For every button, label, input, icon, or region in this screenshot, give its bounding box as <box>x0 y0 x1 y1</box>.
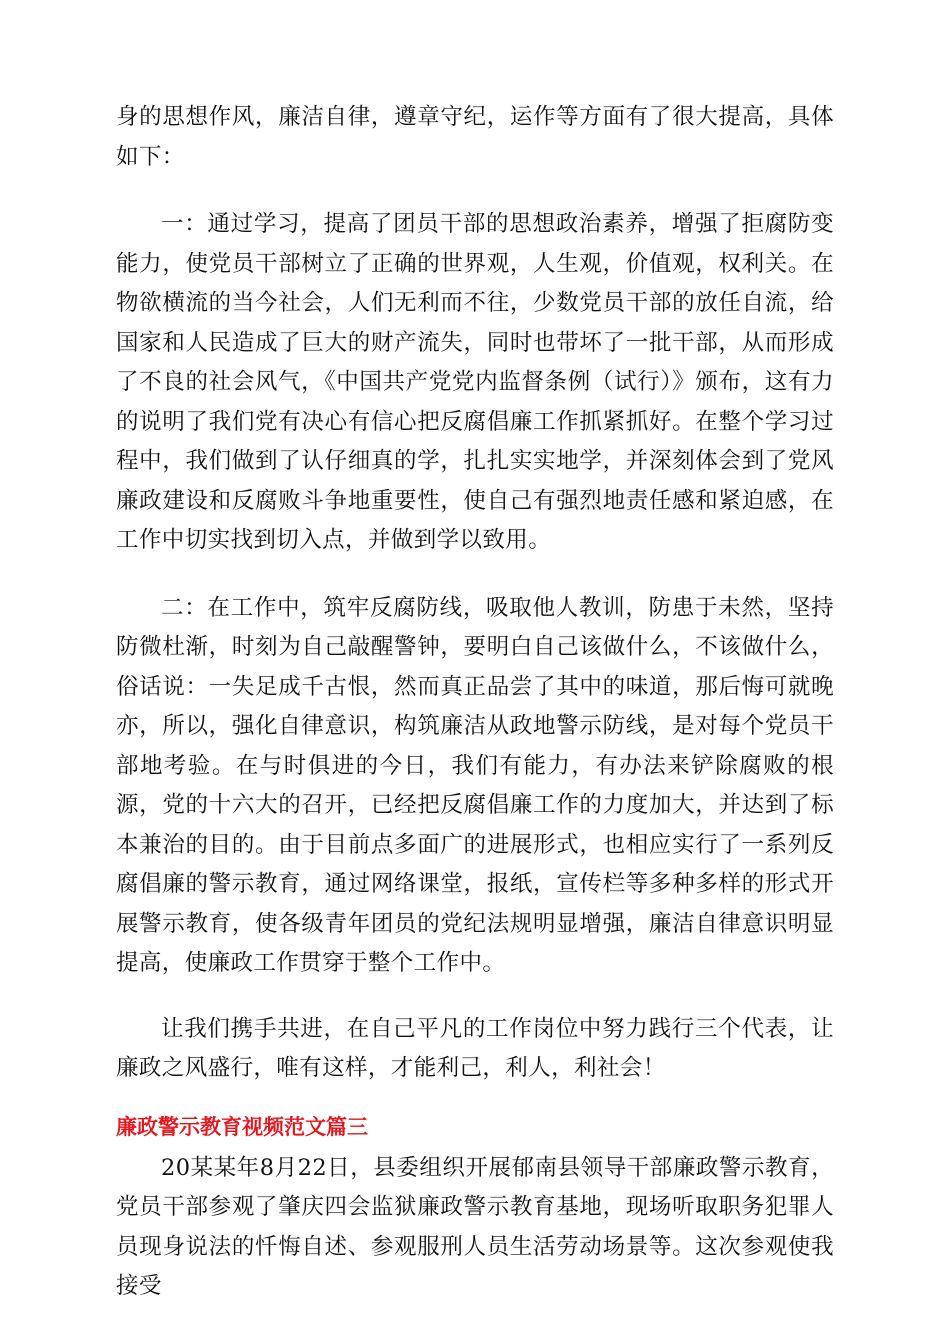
document-body <box>116 98 834 1307</box>
paragraph-point-one: 一：通过学习，提高了团员干部的思想政治素养，增强了拒腐防变能力，使党员干部树立了正确的世界观，人生观，价值观，权利关。在物欲横流的当今社会，人们无利而不往，少数党员干部的放任自流，给国家和人民造成了巨大的财产流失，同时也带坏了一批干部，从而形成了不良的社会风气，《中国共产党党内监督条例（试行）》颁布，这有力的说明了我们党有决心有信心把反腐倡廉工作抓紧抓好。在整个学习过程中，我们做到了认仔细真的学，扎扎实实地学，并深刻体会到了党风廉政建设和反腐败斗争地重要性，使自己有强烈地责任感和紧迫感，在工作中切实找到切入点，并做到学以致用。 <box>116 211 834 553</box>
section-heading: 廉政警示教育视频范文篇三 <box>116 1114 368 1139</box>
paragraph-closing: 让我们携手共进，在自己平凡的工作岗位中努力践行三个代表，让廉政之风盛行，唯有这样，才能利己，利人，利社会！ <box>116 1015 834 1081</box>
paragraph-continuation: 身的思想作风，廉洁自律，遵章守纪，运作等方面有了很大提高，具体如下： <box>116 104 834 170</box>
paragraph-section-three-intro: 20某某年8月22日，县委组织开展郁南县领导干部廉政警示教育，党员干部参观了肇庆四会监狱廉政警示教育基地，现场听取职务犯罪人员现身说法的忏悔自述、参观服刑人员生活劳动场景等。这次参观使我接受 <box>116 1154 834 1299</box>
paragraph-point-two: 二：在工作中，筑牢反腐防线，吸取他人教训，防患于未然，坚持防微杜渐，时刻为自己敲醒警钟，要明白自己该做什么，不该做什么，俗话说：一失足成千古恨，然而真正品尝了其中的味道，那后悔可就晚亦，所以，强化自律意识，构筑廉洁从政地警示防线，是对每个党员干部地考验。在与时俱进的今日，我们有能力，有办法来铲除腐败的根源，党的十六大的召开，已经把反腐倡廉工作的力度加大，并达到了标本兼治的目的。由于目前点多面广的进展形式，也相应实行了一系列反腐倡廉的警示教育，通过网络课堂，报纸，宣传栏等多种多样的形式开展警示教育，使各级青年团员的党纪法规明显增强，廉洁自律意识明显提高，使廉政工作贯穿于整个工作中。 <box>116 594 834 976</box>
